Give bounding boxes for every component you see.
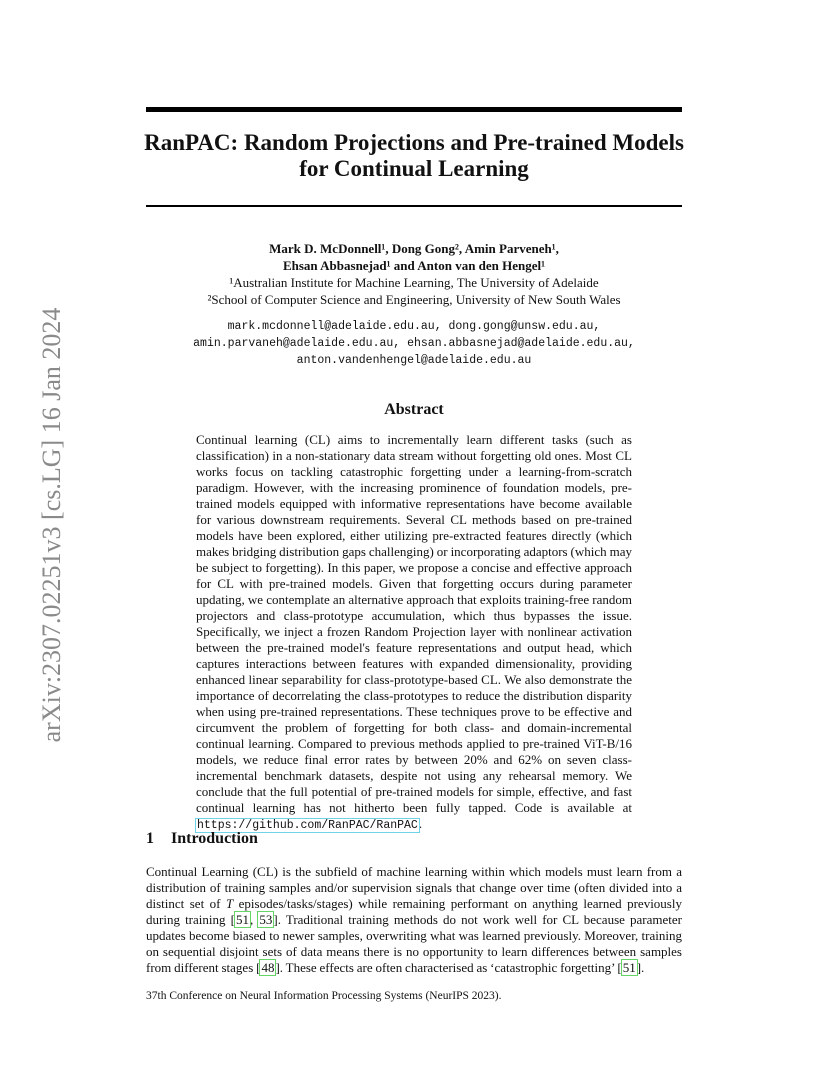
intro-text-3: ]. Traditional training methods do not work well for CL because parameter updates become biased to newer samples, overwriting what was learned previously. Moreover, training on sequential disjoint sets of data means there is no opportunity to learn differences between samples from different stages [	[146, 912, 682, 975]
cite-separator: ,	[249, 912, 259, 927]
abstract-heading: Abstract	[384, 401, 444, 418]
title-bottom-rule	[146, 205, 682, 207]
intro-var-T: T	[225, 896, 234, 911]
title-line-2: for Continual Learning	[299, 156, 529, 181]
section-number: 1	[146, 830, 154, 847]
email-line-1: mark.mcdonnell@adelaide.edu.au, dong.gong@unsw.edu.au,	[227, 320, 601, 333]
email-line-3: anton.vandenhengel@adelaide.edu.au	[296, 354, 532, 367]
citation-48[interactable]: 48	[261, 960, 275, 975]
author-names-line-1: Mark D. McDonnell¹, Dong Gong², Amin Parveneh¹,	[269, 241, 559, 256]
intro-text-4: ]. These effects are often characterised as ‘catastrophic forgetting’ [	[275, 960, 622, 975]
affiliation-2: ²School of Computer Science and Engineering, University of New South Wales	[207, 292, 621, 307]
affiliation-1: ¹Australian Institute for Machine Learning, The University of Adelaide	[229, 275, 599, 290]
intro-text-2: episodes/tasks/stages) while remaining performant on anything learned previously during training [	[146, 896, 682, 927]
title-top-rule	[146, 107, 682, 112]
intro-text-1: Continual Learning (CL) is the subfield of machine learning within which models must learn from a distribution of training samples and/or supervision signals that change over time (often divided into a distinct set of	[146, 864, 682, 911]
citation-53[interactable]: 53	[259, 912, 273, 927]
author-block	[130, 240, 698, 308]
abstract-body	[196, 432, 632, 834]
intro-text-5: ].	[636, 960, 645, 975]
introduction-paragraph	[146, 864, 682, 976]
title-line-1: RanPAC: Random Projections and Pre-trained Models	[144, 130, 684, 155]
arxiv-sidebar-id: arXiv:2307.02251v3 [cs.LG] 16 Jan 2024	[37, 307, 66, 743]
citation-51-second[interactable]: 51	[622, 960, 636, 975]
code-link[interactable]: https://github.com/RanPAC/RanPAC	[197, 819, 418, 832]
citation-51[interactable]: 51	[235, 912, 249, 927]
section-title: Introduction	[171, 830, 258, 847]
conference-footer: 37th Conference on Neural Information Processing Systems (NeurIPS 2023).	[146, 990, 502, 1002]
section-heading-introduction	[146, 830, 258, 848]
email-line-2: amin.parvaneh@adelaide.edu.au, ehsan.abbasnejad@adelaide.edu.au,	[193, 337, 635, 350]
author-names-line-2: Ehsan Abbasnejad¹ and Anton van den Hengel¹	[282, 258, 546, 273]
paper-title	[130, 130, 698, 182]
author-emails	[130, 318, 698, 369]
abstract-end-punct: .	[418, 816, 423, 831]
abstract-text: Continual learning (CL) aims to incrementally learn different tasks (such as classification) in a non-stationary data stream without forgetting old ones. Most CL works focus on tackling catastrophic forgetting under a learning-from-scratch paradigm. However, with the increasing prominence of foundation models, pre-trained models equipped with informative representations have become available for various downstream requirements. Several CL methods based on pre-trained models have been explored, either utilizing pre-extracted features directly (which makes bridging distribution gaps challenging) or incorporating adaptors (which may be subject to forgetting). In this paper, we propose a concise and effective approach for CL with pre-trained models. Given that forgetting occurs during parameter updating, we contemplate an alternative approach that exploits training-free random projectors and class-prototype accumulation, which thus bypasses the issue. Specifically, we inject a frozen Random Projection layer with nonlinear activation between the pre-trained model's feature representations and output head, which captures interactions between features with expanded dimensionality, providing enhanced linear separability for class-prototype-based CL. We also demonstrate the importance of decorrelating the class-prototypes to reduce the distribution disparity when using pre-trained representations. These techniques prove to be effective and circumvent the problem of forgetting for both class- and domain-incremental continual learning. Compared to previous methods applied to pre-trained ViT-B/16 models, we reduce final error rates by between 20% and 62% on seven class-incremental benchmark datasets, despite not using any rehearsal memory. We conclude that the full potential of pre-trained models for simple, effective, and fast continual learning has not hitherto been fully tapped. Code is available at	[196, 432, 632, 815]
